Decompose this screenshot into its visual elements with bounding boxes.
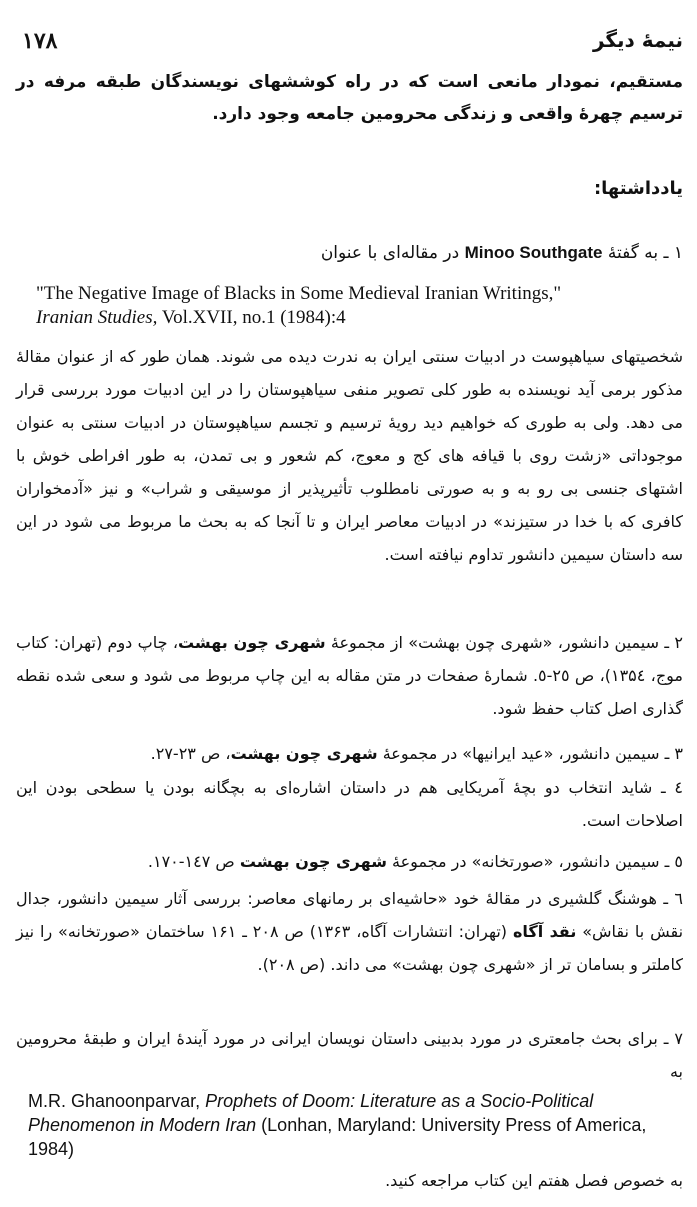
note-1-ref-title: "The Negative Image of Blacks in Some Medieval Iranian Writings," [36, 283, 562, 304]
note-2-rest: ، چاپ دوم (تهران: کتاب موج، ۱۳۵٤)، ص ۲٥-٥. شمارهٔ صفحات در متن مقاله به این چاپ مربوط می شود و سعی شده نقطه گذاری اصل کتاب حفظ شود. [16, 633, 684, 718]
note-4: ٤ ـ شاید انتخاب دو بچهٔ آمریکایی هم در داستان اشاره‌ای به بچگانه بودن یا سطحی بودن این اصلاحات است. [16, 778, 683, 830]
note-2-lead: ۲ ـ سیمین دانشور، «شهری چون بهشت» از مجموعهٔ [330, 633, 683, 652]
note-5-rest: ص ۱٤۷-۱۷۰. [147, 852, 235, 871]
note-3-lead: ۳ ـ سیمین دانشور، «عید ایرانیها» در مجموعهٔ [382, 744, 683, 763]
page-number: ۱۷۸ [22, 28, 58, 54]
note-1-author: Minoo Southgate [464, 243, 603, 262]
note-2 [16, 626, 683, 725]
note-1-reference [36, 282, 683, 330]
intro-paragraph: مستقیم، نمودار مانعی است که در راه کوششهای نویسندگان طبقه مرفه در ترسیم چهرهٔ واقعی و زندگی محرومین جامعه وجود دارد. [16, 72, 683, 124]
note-1-body: شخصیتهای سیاهپوست در ادبیات سنتی ایران به ندرت دیده می شوند. همان طور که از عنوان مقالهٔ مذکور برمی آید نویسنده به طور کلی تصویر منفی سیاهپوستان را در این ادبیات مورد بررسی قرار می دهد. ولی به طوری که خواهیم دید رویهٔ ترسیم و تجسم سیاهپوستان در ادبیات سنتی به عنوان موجوداتی «زشت روی با قیافه های کج و معوج، کم شعور و بی تمدن، به طور افراطی خوش با اشتهای جنسی بی رو به و به صورتی نامطلوب تأثیرپذیر از موسیقی و شراب» و نیز «آدمخواران کافری که با خدا در ستیزند» در ادبیات معاصر ایران و تا آنجا که به بحث ما مربوط می شود در این سه داستان سیمین دانشور تداوم نیافته است. [16, 347, 683, 564]
note-6 [16, 882, 683, 981]
note-7-reference [28, 1089, 677, 1161]
notes-heading: یادداشتها: [593, 178, 683, 199]
note-1-intro [16, 236, 683, 270]
note-5-lead: ٥ ـ سیمین دانشور، «صورتخانه» در مجموعهٔ [392, 852, 683, 871]
note-5-book: شهری چون بهشت [239, 852, 387, 871]
note-3-rest: ، ص ۲۳-۲۷. [150, 744, 231, 763]
note-1-suffix: در مقاله‌ای با عنوان [320, 243, 460, 263]
note-6-book: نقد آگاه [512, 922, 577, 941]
note-5 [16, 845, 683, 878]
note-7-ref-title: Prophets of Doom: Literature as a Socio-Political Phenomenon in Modern Iran [28, 1091, 594, 1135]
note-1-prefix: ۱ ـ به گفتهٔ [607, 243, 683, 263]
note-3-book: شهری چون بهشت [230, 744, 378, 763]
note-7-closing: به خصوص فصل هفتم این کتاب مراجعه کنید. [385, 1171, 683, 1190]
note-6-lead: ٦ ـ هوشنگ گلشیری در مقالهٔ خود «حاشیه‌ای بر رمانهای معاصر: بررسی آثار سیمین دانشور، جدال نقش با نقاش» [16, 889, 684, 941]
note-3 [16, 737, 683, 770]
note-7-ref-author: M.R. Ghanoonparvar, [28, 1091, 201, 1111]
running-title: نیمهٔ دیگر [592, 28, 683, 52]
note-1-ref-details: Vol.XVII, no.1 (1984):4 [161, 307, 346, 328]
note-1-ref-journal: Iranian Studies, [36, 307, 158, 328]
page-header [22, 28, 683, 60]
note-6-rest: (تهران: انتشارات آگاه، ۱۳۶۳) ص ۲۰۸ ـ ۱۶۱ ساختمان «صورتخانه» را نیز کاملتر و بسامان تر از «شهری چون بهشت» می داند. (ص ۲۰۸). [16, 922, 683, 974]
note-2-book: شهری چون بهشت [177, 633, 326, 652]
note-7-ref-publisher: (Lonhan, Maryland: University Press of America, 1984) [28, 1115, 647, 1159]
note-7: ۷ ـ برای بحث جامعتری در مورد بدبینی داستان نویسان ایرانی در مورد آیندهٔ ایران و طبقهٔ محرومین به [16, 1029, 683, 1081]
